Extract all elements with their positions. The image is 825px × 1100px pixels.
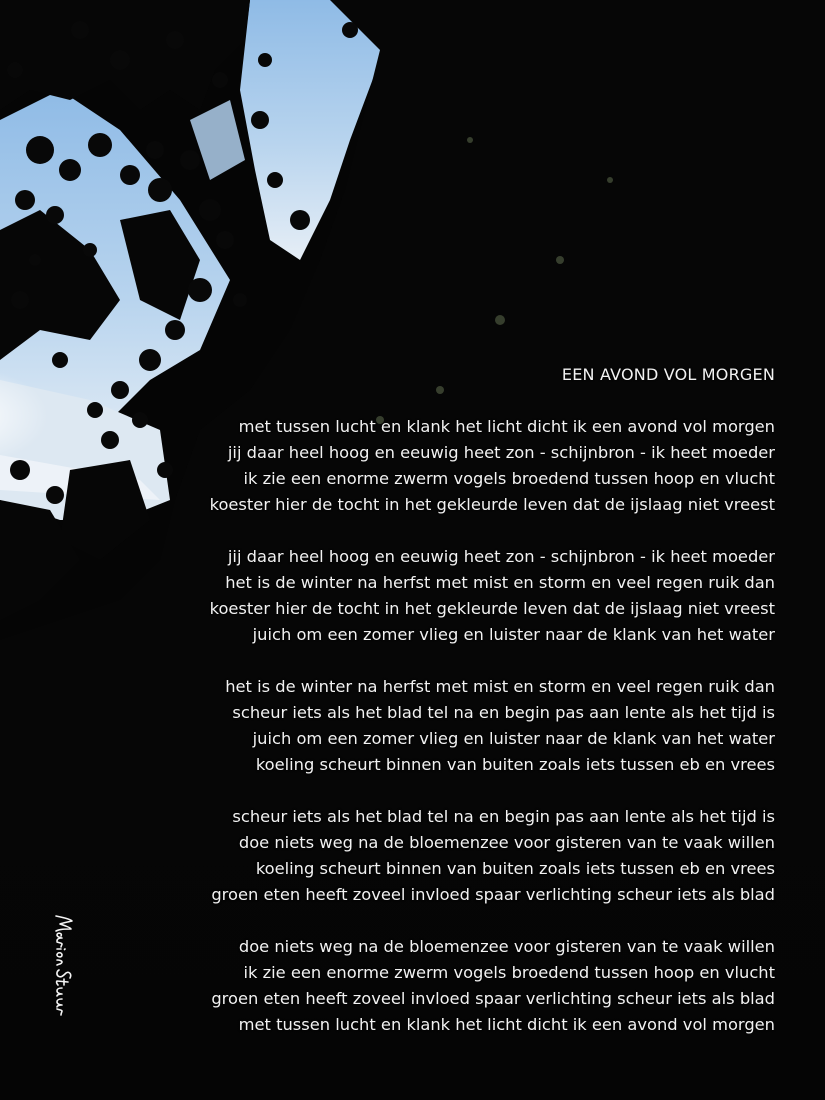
poem-line: koeling scheurt binnen van buiten zoals iets tussen eb en vrees <box>255 755 775 774</box>
poem-line: doe niets weg na de bloemenzee voor gisteren van te vaak willen <box>238 937 775 956</box>
stanza-5 <box>135 934 775 1038</box>
poem-line: koester hier de tocht in het gekleurde leven dat de ijslaag niet vreest <box>209 599 775 618</box>
poem-line: het is de winter na herfst met mist en storm en veel regen ruik dan <box>225 677 775 696</box>
stanza-2 <box>135 544 775 648</box>
poem-line: scheur iets als het blad tel na en begin pas aan lente als het tijd is <box>232 703 775 722</box>
stanza-3 <box>135 674 775 778</box>
poem-line: jij daar heel hoog en eeuwig heet zon - schijnbron - ik heet moeder <box>227 443 775 462</box>
poem-line: groen eten heeft zoveel invloed spaar verlichting scheur iets als blad <box>211 885 775 904</box>
signature-drawing <box>36 912 86 1022</box>
poem-line: juich om een zomer vlieg en luister naar de klank van het water <box>252 729 775 748</box>
poem-line: het is de winter na herfst met mist en storm en veel regen ruik dan <box>225 573 775 592</box>
poem-line: doe niets weg na de bloemenzee voor gisteren van te vaak willen <box>238 833 775 852</box>
author-signature <box>36 912 86 1022</box>
stanza-4 <box>135 804 775 908</box>
stanza-1 <box>135 414 775 518</box>
poem-line: koester hier de tocht in het gekleurde leven dat de ijslaag niet vreest <box>209 495 775 514</box>
poem-line: ik zie een enorme zwerm vogels broedend tussen hoop en vlucht <box>243 469 775 488</box>
poem-title: EEN AVOND VOL MORGEN <box>561 365 775 384</box>
poem-line: koeling scheurt binnen van buiten zoals iets tussen eb en vrees <box>255 859 775 878</box>
poem-line: juich om een zomer vlieg en luister naar de klank van het water <box>252 625 775 644</box>
poem-line: jij daar heel hoog en eeuwig heet zon - schijnbron - ik heet moeder <box>227 547 775 566</box>
poem-line: scheur iets als het blad tel na en begin pas aan lente als het tijd is <box>232 807 775 826</box>
poem-line: met tussen lucht en klank het licht dicht ik een avond vol morgen <box>238 1015 775 1034</box>
poem-line: ik zie een enorme zwerm vogels broedend tussen hoop en vlucht <box>243 963 775 982</box>
poem-line: met tussen lucht en klank het licht dicht ik een avond vol morgen <box>238 417 775 436</box>
poem-line: groen eten heeft zoveel invloed spaar verlichting scheur iets als blad <box>211 989 775 1008</box>
poem <box>135 362 775 1064</box>
